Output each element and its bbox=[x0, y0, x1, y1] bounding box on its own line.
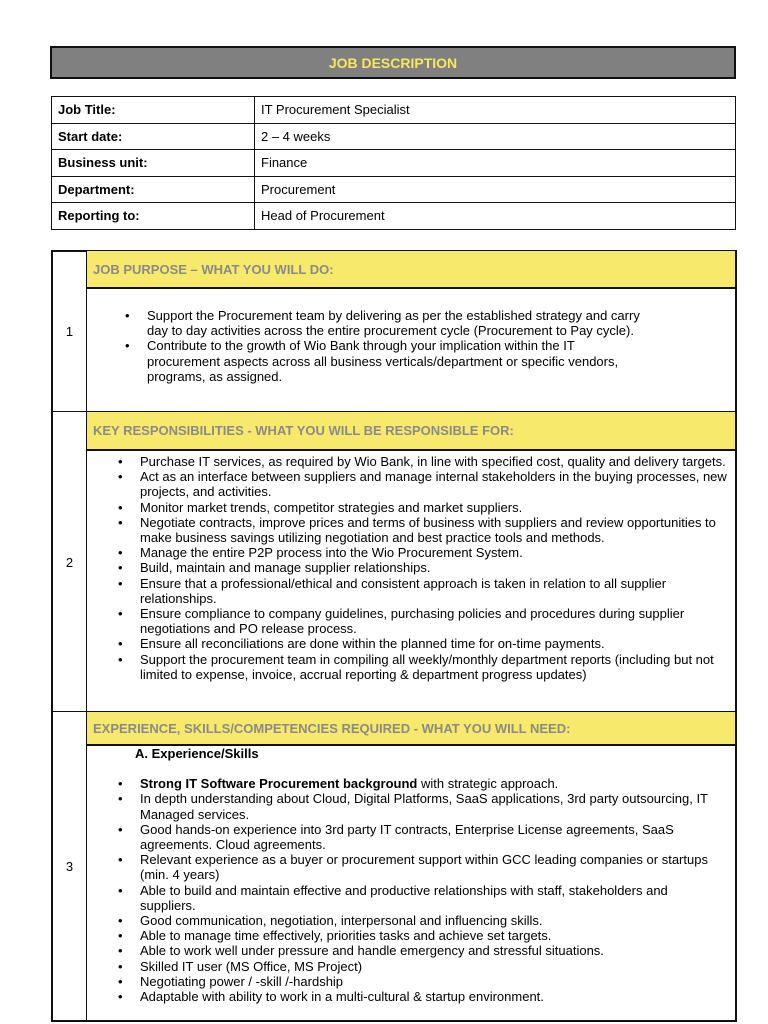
info-row bbox=[52, 176, 736, 203]
section-number: 2 bbox=[53, 412, 87, 712]
section-content bbox=[87, 451, 735, 711]
bullet-icon: • bbox=[118, 469, 123, 485]
list-item bbox=[118, 651, 727, 682]
item-text: Skilled IT user (MS Office, MS Project) bbox=[140, 958, 363, 974]
bullet-icon: • bbox=[118, 852, 123, 868]
bullet-icon: • bbox=[118, 499, 123, 515]
item-text: Ensure all reconciliations are done within the planned time for on-time payments. bbox=[140, 636, 605, 652]
bullet-icon: • bbox=[118, 989, 123, 1005]
section-content bbox=[87, 746, 735, 1018]
list-item bbox=[118, 499, 727, 515]
document-title: JOB DESCRIPTION bbox=[50, 46, 736, 79]
info-label: Start date: bbox=[52, 123, 255, 150]
info-row bbox=[52, 97, 736, 124]
bullet-icon: • bbox=[118, 575, 123, 591]
section-content bbox=[87, 289, 735, 411]
bullet-icon: • bbox=[118, 545, 123, 561]
bold-text: Strong IT Software Procurement background bbox=[140, 776, 418, 792]
list-item bbox=[125, 308, 645, 339]
item-text: Negotiate contracts, improve prices and terms of business with suppliers and review opportunities to make business savings utilizing negotiation and best practice tools and methods. bbox=[140, 514, 716, 546]
bullet-icon: • bbox=[118, 791, 123, 807]
info-value: IT Procurement Specialist bbox=[255, 97, 736, 124]
bullet-icon: • bbox=[118, 606, 123, 622]
bullet-icon: • bbox=[118, 973, 123, 989]
info-row bbox=[52, 150, 736, 177]
list-item bbox=[118, 560, 727, 576]
list-item bbox=[118, 636, 727, 652]
item-text: Ensure that a professional/ethical and consistent approach is taken in relation to all supplier relationships. bbox=[140, 575, 667, 606]
info-row bbox=[52, 123, 736, 150]
info-value: Finance bbox=[255, 150, 736, 177]
bullet-icon: • bbox=[125, 308, 130, 323]
info-value: 2 – 4 weeks bbox=[255, 123, 736, 150]
section-number: 1 bbox=[53, 252, 87, 411]
list-item bbox=[118, 469, 727, 500]
sections-table bbox=[51, 250, 737, 1022]
section-number: 3 bbox=[53, 712, 87, 1020]
item-text: Able to build and maintain effective and productive relationships with staff, stakeholders and suppliers. bbox=[140, 882, 668, 913]
item-text: Good communication, negotiation, interpersonal and influencing skills. bbox=[140, 913, 543, 929]
item-text: Act as an interface between suppliers and manage internal stakeholders in the buying processes, new projects, and activities. bbox=[140, 469, 727, 500]
subheading: A. Experience/Skills bbox=[135, 746, 259, 761]
info-label: Business unit: bbox=[52, 150, 255, 177]
bullet-icon: • bbox=[118, 943, 123, 959]
item-text: Negotiating power / -skill /-hardship bbox=[140, 973, 344, 989]
item-text: with strategic approach. bbox=[417, 776, 559, 792]
item-text: Support the procurement team in compiling all weekly/monthly department reports (including but not limited to expense, invoice, accrual reporting & department progress updates) bbox=[140, 651, 714, 682]
info-label: Job Title: bbox=[52, 97, 255, 124]
list-item bbox=[118, 545, 727, 561]
section-heading: JOB PURPOSE – WHAT YOU WILL DO: bbox=[87, 251, 735, 289]
list-item bbox=[118, 852, 721, 883]
bullet-icon: • bbox=[118, 776, 123, 792]
list-item bbox=[118, 989, 721, 1005]
section-heading: KEY RESPONSIBILITIES - WHAT YOU WILL BE RESPONSIBLE FOR: bbox=[87, 411, 735, 451]
item-text: Able to work well under pressure and handle emergency and stressful situations. bbox=[140, 943, 604, 959]
info-value: Head of Procurement bbox=[255, 203, 736, 230]
list-item bbox=[118, 882, 721, 913]
bullet-icon: • bbox=[125, 338, 130, 354]
item-text: Purchase IT services, as required by Wio Bank, in line with specified cost, quality and delivery targets. bbox=[140, 454, 726, 469]
item-text: Adaptable with ability to work in a multi-cultural & startup environment. bbox=[140, 989, 544, 1005]
list-item bbox=[118, 514, 727, 546]
bullet-icon: • bbox=[118, 821, 123, 837]
item-text: Ensure compliance to company guidelines, purchasing policies and procedures during supplier negotiations and PO release process. bbox=[140, 606, 685, 637]
list-item bbox=[118, 973, 721, 989]
item-text: Contribute to the growth of Wio Bank through your implication within the IT procurement aspects across all business verticals/department or specific vendors, programs, as assigned. bbox=[147, 338, 619, 384]
info-row bbox=[52, 203, 736, 230]
item-text: Monitor market trends, competitor strategies and market suppliers. bbox=[140, 499, 523, 515]
info-label: Department: bbox=[52, 176, 255, 203]
list-item bbox=[125, 338, 645, 384]
list-item bbox=[118, 454, 727, 469]
list-item bbox=[118, 943, 721, 959]
bullet-icon: • bbox=[118, 636, 123, 652]
item-text: Manage the entire P2P process into the Wio Procurement System. bbox=[140, 545, 523, 561]
section-heading: EXPERIENCE, SKILLS/COMPETENCIES REQUIRED - WHAT YOU WILL NEED: bbox=[87, 711, 735, 746]
list-item bbox=[118, 958, 721, 974]
bullet-icon: • bbox=[118, 958, 123, 974]
item-text: Support the Procurement team by delivering as per the established strategy and carry day to day activities across the entire procurement cycle (Procurement to Pay cycle). bbox=[147, 308, 640, 339]
bullet-icon: • bbox=[118, 928, 123, 944]
bullet-icon: • bbox=[118, 913, 123, 929]
job-info-table bbox=[51, 96, 736, 230]
list-item bbox=[118, 913, 721, 929]
list-item bbox=[118, 606, 727, 637]
bullet-icon: • bbox=[118, 882, 123, 898]
bullet-icon: • bbox=[118, 651, 123, 667]
list-item bbox=[118, 821, 721, 853]
list-item bbox=[118, 776, 721, 792]
info-label: Reporting to: bbox=[52, 203, 255, 230]
item-text: Good hands-on experience into 3rd party IT contracts, Enterprise License agreements, SaaS agreements. Cloud agreements. bbox=[140, 821, 674, 853]
item-text: Build, maintain and manage supplier relationships. bbox=[140, 560, 431, 576]
bullet-icon: • bbox=[118, 560, 123, 576]
item-text: Relevant experience as a buyer or procurement support within GCC leading companies or startups (min. 4 years) bbox=[140, 852, 708, 883]
list-item bbox=[118, 928, 721, 944]
item-text: In depth understanding about Cloud, Digital Platforms, SaaS applications, 3rd party outsourcing, IT Managed services. bbox=[140, 791, 708, 822]
info-value: Procurement bbox=[255, 176, 736, 203]
bullet-icon: • bbox=[118, 454, 123, 469]
item-text: Able to manage time effectively, priorities tasks and achieve set targets. bbox=[140, 928, 552, 944]
list-item bbox=[118, 575, 727, 606]
bullet-icon: • bbox=[118, 514, 123, 530]
list-item bbox=[118, 791, 721, 822]
